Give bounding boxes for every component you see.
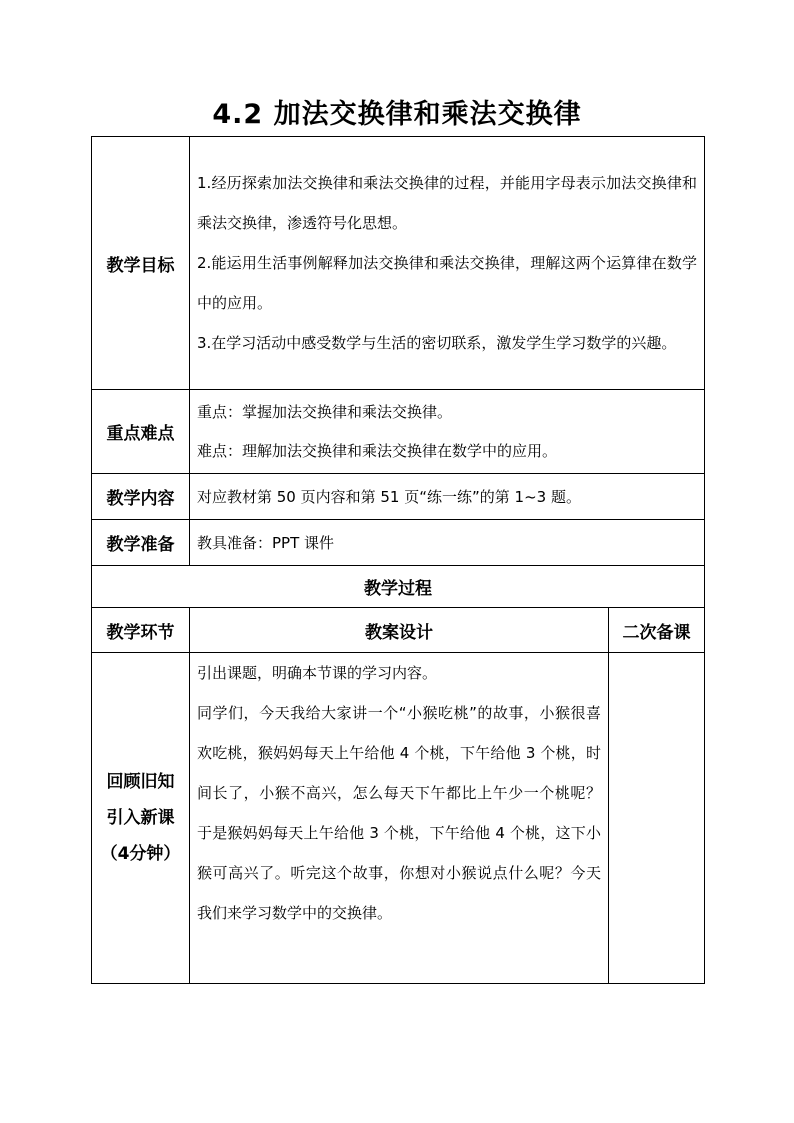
page-title: 4.2 加法交换律和乘法交换律 xyxy=(212,99,582,130)
content-label: 教学内容 xyxy=(92,474,190,520)
process-heading: 教学过程 xyxy=(92,566,705,608)
objectives-row xyxy=(92,137,705,390)
process-heading-row xyxy=(92,566,705,608)
stage-duration: （4分钟） xyxy=(100,844,181,864)
design-paragraph: 同学们，今天我给大家讲一个“小猴吃桃”的故事，小猴很喜欢吃桃，猴妈妈每天上午给他 4 个桃，下午给他 3 个桃，时间长了，小猴不高兴，怎么每天下午都比上午少一个桃呢？于是猴妈妈每天上午给他 3 个桃，下午给他 4 个桃，这下小猴可高兴了。听完这个故事，你想对小猴说点什么呢？今天我们来学习数学中的交换律。 xyxy=(197,704,601,922)
content-row xyxy=(92,474,705,520)
design-paragraph: 引出课题，明确本节课的学习内容。 xyxy=(197,664,438,682)
process-columns-row xyxy=(92,608,705,653)
stage-design-content xyxy=(190,653,609,984)
key-points-label: 重点难点 xyxy=(92,390,190,474)
key-point-item: 重点：掌握加法交换律和乘法交换律。 xyxy=(197,402,453,421)
objectives-label: 教学目标 xyxy=(92,137,190,390)
prep-row xyxy=(92,520,705,566)
column-header-stage: 教学环节 xyxy=(92,608,190,653)
objective-item: 1.经历探索加法交换律和乘法交换律的过程，并能用字母表示加法交换律和乘法交换律，渗透符号化思想。 xyxy=(197,174,698,232)
objectives-content xyxy=(190,137,705,390)
key-points-content xyxy=(190,390,705,474)
prep-label: 教学准备 xyxy=(92,520,190,566)
stage-revision-notes xyxy=(609,653,705,984)
column-header-revision: 二次备课 xyxy=(609,608,705,653)
stage-label-line: 回顾旧知 xyxy=(106,772,175,792)
lesson-plan-table xyxy=(91,136,705,984)
difficulty-item: 难点：理解加法交换律和乘法交换律在数学中的应用。 xyxy=(197,441,558,460)
column-header-design: 教案设计 xyxy=(190,608,609,653)
stage-label xyxy=(92,653,190,984)
stage-label-line: 引入新课 xyxy=(106,808,175,828)
key-points-row xyxy=(92,390,705,474)
objective-item: 2.能运用生活事例解释加法交换律和乘法交换律，理解这两个运算律在数学中的应用。 xyxy=(197,254,698,312)
stage-row xyxy=(92,653,705,984)
prep-text: 教具准备：PPT 课件 xyxy=(190,520,705,566)
objective-item: 3.在学习活动中感受数学与生活的密切联系，激发学生学习数学的兴趣。 xyxy=(197,334,677,352)
content-text: 对应教材第 50 页内容和第 51 页“练一练”的第 1~3 题。 xyxy=(190,474,705,520)
